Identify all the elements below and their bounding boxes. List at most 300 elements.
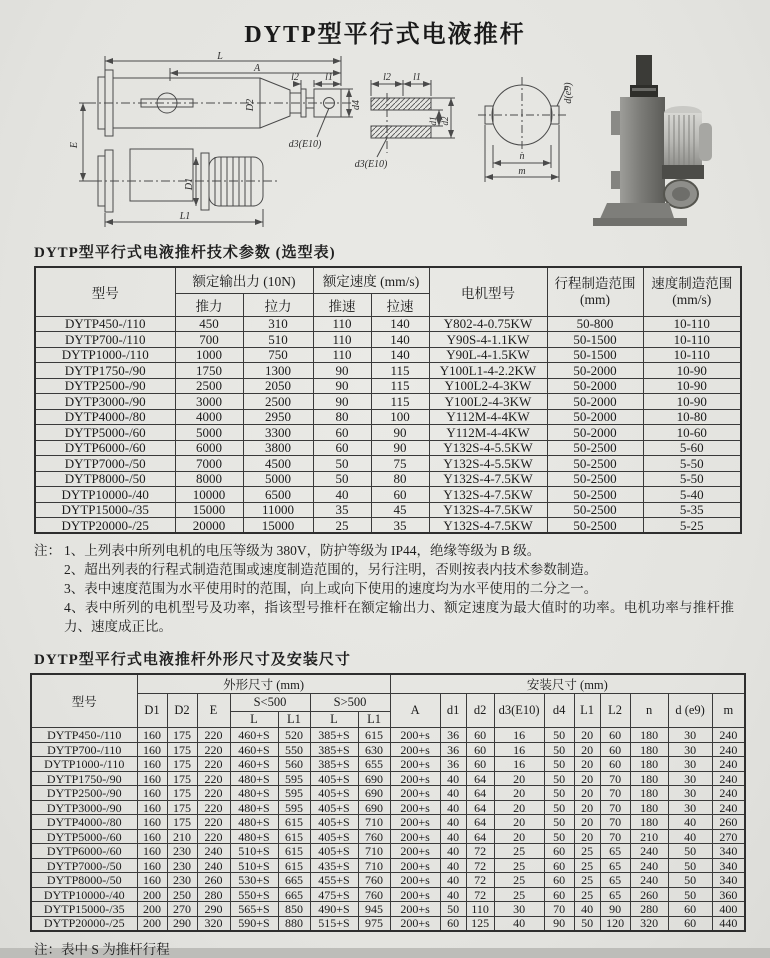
table-row: [35, 471, 741, 487]
value-cell: 220: [197, 742, 230, 757]
value-cell: 320: [197, 916, 230, 931]
value-cell: 290: [167, 916, 197, 931]
table-row: [31, 844, 745, 859]
value-cell: 72: [466, 858, 494, 873]
model-cell: DYTP5000-/60: [31, 829, 137, 844]
value-cell: 200+s: [390, 757, 440, 772]
value-cell: 220: [197, 728, 230, 743]
value-cell: 710: [358, 844, 390, 859]
value-cell: 665: [278, 873, 310, 888]
spec-table-header: [35, 267, 741, 316]
table2-heading: DYTP型平行式电液推杆外形尺寸及安装尺寸: [34, 652, 351, 669]
value-cell: 40: [313, 487, 371, 503]
model-cell: DYTP450-/110: [31, 728, 137, 743]
col-d1: d1: [440, 694, 466, 728]
value-cell: 50: [668, 858, 712, 873]
value-cell: 65: [600, 887, 630, 902]
value-cell: 160: [137, 844, 167, 859]
value-cell: 50: [544, 728, 574, 743]
table-row: [31, 916, 745, 931]
value-cell: 760: [358, 873, 390, 888]
value-cell: 90: [544, 916, 574, 931]
value-cell: 110: [313, 316, 371, 332]
value-cell: 50-1500: [547, 332, 643, 348]
value-cell: 40: [494, 916, 544, 931]
value-cell: 30: [668, 757, 712, 772]
value-cell: 36: [440, 757, 466, 772]
table-row: [35, 425, 741, 441]
model-cell: DYTP4000-/80: [31, 815, 137, 830]
value-cell: 20: [574, 771, 600, 786]
value-cell: 200: [137, 887, 167, 902]
value-cell: Y100L2-4-3KW: [429, 394, 547, 410]
value-cell: 210: [630, 829, 668, 844]
value-cell: 125: [466, 916, 494, 931]
model-cell: DYTP10000-/40: [35, 487, 175, 503]
model-cell: DYTP8000-/50: [35, 471, 175, 487]
model-cell: DYTP15000-/35: [31, 902, 137, 917]
col-outline-group: 外形尺寸 (mm): [137, 674, 390, 694]
value-cell: 240: [630, 844, 668, 859]
model-cell: DYTP7000-/50: [35, 456, 175, 472]
value-cell: 200+s: [390, 800, 440, 815]
note-item: 2、超出列表的行程式制造范围或速度制造范围的，另行注明，否则按表内技术参数制造。: [64, 561, 598, 577]
value-cell: 40: [440, 786, 466, 801]
value-cell: 230: [167, 873, 197, 888]
value-cell: 175: [167, 786, 197, 801]
value-cell: 50: [544, 742, 574, 757]
value-cell: 90: [600, 902, 630, 917]
value-cell: 20: [494, 771, 544, 786]
value-cell: 975: [358, 916, 390, 931]
value-cell: 5-60: [643, 440, 741, 456]
value-cell: 50-800: [547, 316, 643, 332]
value-cell: 240: [712, 757, 745, 772]
col-n: n: [630, 694, 668, 728]
value-cell: 435+S: [310, 858, 358, 873]
value-cell: 25: [494, 887, 544, 902]
value-cell: 200+s: [390, 902, 440, 917]
value-cell: 240: [712, 786, 745, 801]
value-cell: 50: [668, 844, 712, 859]
value-cell: 385+S: [310, 728, 358, 743]
table-row: [35, 409, 741, 425]
value-cell: 160: [137, 786, 167, 801]
value-cell: 72: [466, 873, 494, 888]
value-cell: 6000: [175, 440, 243, 456]
value-cell: 760: [358, 829, 390, 844]
value-cell: 72: [466, 844, 494, 859]
value-cell: 690: [358, 800, 390, 815]
model-cell: DYTP8000-/50: [31, 873, 137, 888]
value-cell: 60: [440, 916, 466, 931]
value-cell: 30: [668, 742, 712, 757]
dim-label-D2: D2: [245, 98, 256, 112]
value-cell: 4500: [243, 456, 313, 472]
value-cell: 180: [630, 757, 668, 772]
technical-drawing: [35, 53, 735, 233]
value-cell: 160: [137, 800, 167, 815]
value-cell: 50-2000: [547, 378, 643, 394]
value-cell: 160: [137, 771, 167, 786]
value-cell: 250: [167, 887, 197, 902]
value-cell: 25: [494, 873, 544, 888]
value-cell: 385+S: [310, 742, 358, 757]
table-row: [35, 456, 741, 472]
value-cell: 15000: [243, 518, 313, 534]
value-cell: 25: [574, 873, 600, 888]
value-cell: 160: [137, 858, 167, 873]
value-cell: 400: [712, 902, 745, 917]
value-cell: 480+S: [230, 815, 278, 830]
value-cell: 40: [440, 829, 466, 844]
value-cell: 30: [668, 800, 712, 815]
value-cell: 36: [440, 728, 466, 743]
dim-label-d3: d3(E10): [288, 139, 322, 150]
table-row: [31, 858, 745, 873]
table-row: [31, 786, 745, 801]
value-cell: Y132S-4-7.5KW: [429, 471, 547, 487]
value-cell: 115: [371, 394, 429, 410]
value-cell: 760: [358, 887, 390, 902]
model-cell: DYTP1750-/90: [35, 363, 175, 379]
value-cell: 25: [494, 858, 544, 873]
value-cell: 110: [313, 332, 371, 348]
col-L1-gt: L1: [358, 712, 390, 728]
value-cell: 90: [313, 378, 371, 394]
value-cell: 320: [630, 916, 668, 931]
value-cell: 220: [197, 815, 230, 830]
value-cell: Y132S-4-7.5KW: [429, 518, 547, 534]
spec-table-body: [35, 316, 741, 533]
value-cell: 655: [358, 757, 390, 772]
value-cell: 340: [712, 844, 745, 859]
value-cell: 270: [167, 902, 197, 917]
value-cell: 550+S: [230, 887, 278, 902]
value-cell: 180: [630, 771, 668, 786]
value-cell: 530+S: [230, 873, 278, 888]
value-cell: 100: [371, 409, 429, 425]
value-cell: 60: [668, 902, 712, 917]
value-cell: 20: [574, 800, 600, 815]
value-cell: 2500: [243, 394, 313, 410]
dim-label-de9: d(e9): [563, 82, 574, 104]
value-cell: 16: [494, 728, 544, 743]
model-cell: DYTP450-/110: [35, 316, 175, 332]
value-cell: 615: [278, 858, 310, 873]
value-cell: 700: [175, 332, 243, 348]
value-cell: 200+s: [390, 916, 440, 931]
value-cell: 45: [371, 502, 429, 518]
value-cell: 50-2500: [547, 502, 643, 518]
value-cell: 70: [600, 800, 630, 815]
value-cell: 10-60: [643, 425, 741, 441]
value-cell: 75: [371, 456, 429, 472]
value-cell: 2500: [175, 378, 243, 394]
dim-label-D1: D1: [184, 177, 195, 191]
value-cell: 385+S: [310, 757, 358, 772]
model-cell: DYTP1750-/90: [31, 771, 137, 786]
dim-label-d2: d2: [440, 116, 450, 126]
value-cell: 120: [600, 916, 630, 931]
value-cell: 180: [630, 815, 668, 830]
value-cell: 25: [574, 844, 600, 859]
value-cell: 440: [712, 916, 745, 931]
note-item: 1、上列表中所列电机的电压等级为 380V，防护等级为 IP44，绝缘等级为 B 级。: [64, 543, 541, 558]
value-cell: 7000: [175, 456, 243, 472]
value-cell: 5-50: [643, 471, 741, 487]
col-pull-speed: 拉速: [371, 293, 429, 316]
value-cell: 550: [278, 742, 310, 757]
note-item: 3、表中速度范围为水平使用时的范围，向上或向下使用的速度均为水平使用的二分之一。: [64, 580, 598, 596]
table-row: [31, 757, 745, 772]
col-rated-speed: 额定速度 (mm/s): [313, 267, 429, 293]
value-cell: 270: [712, 829, 745, 844]
footnote: 注：表中 S 为推杆行程: [34, 941, 170, 957]
value-cell: 945: [358, 902, 390, 917]
dim-label-L: L: [217, 51, 223, 62]
model-cell: DYTP7000-/50: [31, 858, 137, 873]
col-L-lt: L: [230, 712, 278, 728]
value-cell: 1000: [175, 347, 243, 363]
value-cell: 595: [278, 771, 310, 786]
value-cell: 11000: [243, 502, 313, 518]
table-row: [35, 347, 741, 363]
model-cell: DYTP3000-/90: [35, 394, 175, 410]
value-cell: 160: [137, 742, 167, 757]
value-cell: 180: [630, 742, 668, 757]
value-cell: 240: [197, 858, 230, 873]
value-cell: 80: [313, 409, 371, 425]
value-cell: 15000: [175, 502, 243, 518]
col-D1: D1: [137, 694, 167, 728]
table-row: [35, 440, 741, 456]
table-row: [35, 316, 741, 332]
value-cell: 60: [600, 742, 630, 757]
col-d-e9: d (e9): [668, 694, 712, 728]
value-cell: 220: [197, 757, 230, 772]
clevis-section-labels: [355, 72, 450, 170]
value-cell: 20: [494, 829, 544, 844]
value-cell: 490+S: [310, 902, 358, 917]
value-cell: 50: [544, 771, 574, 786]
col-L-gt: L: [310, 712, 358, 728]
table-row: [31, 800, 745, 815]
dim-label-d4: d4: [351, 100, 362, 110]
value-cell: 40: [574, 902, 600, 917]
value-cell: 220: [197, 786, 230, 801]
value-cell: 8000: [175, 471, 243, 487]
value-cell: 260: [197, 873, 230, 888]
value-cell: Y90L-4-1.5KW: [429, 347, 547, 363]
value-cell: 160: [137, 728, 167, 743]
value-cell: Y132S-4-7.5KW: [429, 502, 547, 518]
value-cell: 160: [137, 829, 167, 844]
value-cell: 50: [544, 815, 574, 830]
value-cell: 460+S: [230, 728, 278, 743]
value-cell: 70: [600, 771, 630, 786]
spec-table: [34, 266, 742, 534]
value-cell: 10-110: [643, 347, 741, 363]
value-cell: 160: [137, 757, 167, 772]
table-row: [31, 728, 745, 743]
value-cell: 175: [167, 742, 197, 757]
value-cell: 405+S: [310, 815, 358, 830]
diagram: [35, 53, 735, 233]
value-cell: 40: [440, 800, 466, 815]
col-L1-install: L1: [574, 694, 600, 728]
value-cell: Y100L2-4-3KW: [429, 378, 547, 394]
value-cell: 20000: [175, 518, 243, 534]
model-cell: DYTP10000-/40: [31, 887, 137, 902]
value-cell: 665: [278, 887, 310, 902]
col-d3: d3(E10): [494, 694, 544, 728]
value-cell: 475+S: [310, 887, 358, 902]
value-cell: 30: [494, 902, 544, 917]
value-cell: 10-90: [643, 394, 741, 410]
value-cell: 70: [544, 902, 574, 917]
value-cell: 10-90: [643, 378, 741, 394]
value-cell: 240: [630, 873, 668, 888]
value-cell: 10-110: [643, 332, 741, 348]
table1-heading: DYTP型平行式电液推杆技术参数 (选型表): [34, 245, 336, 261]
value-cell: 240: [630, 858, 668, 873]
value-cell: 60: [544, 873, 574, 888]
value-cell: 110: [313, 347, 371, 363]
value-cell: 710: [358, 815, 390, 830]
table-row: [31, 829, 745, 844]
value-cell: 240: [712, 742, 745, 757]
value-cell: 5-35: [643, 502, 741, 518]
col-push-force: 推力: [175, 293, 243, 316]
value-cell: 50-2000: [547, 409, 643, 425]
dimension-table-header: [31, 674, 745, 728]
col-d4: d4: [544, 694, 574, 728]
value-cell: 25: [574, 858, 600, 873]
value-cell: 50-2500: [547, 487, 643, 503]
value-cell: 240: [197, 844, 230, 859]
value-cell: 3300: [243, 425, 313, 441]
value-cell: 160: [137, 815, 167, 830]
value-cell: 200+s: [390, 844, 440, 859]
value-cell: 560: [278, 757, 310, 772]
value-cell: 35: [371, 518, 429, 534]
value-cell: Y100L1-4-2.2KW: [429, 363, 547, 379]
value-cell: 64: [466, 815, 494, 830]
col-s-lt-500: S<500: [230, 694, 310, 712]
model-cell: DYTP15000-/35: [35, 502, 175, 518]
value-cell: 50-2500: [547, 471, 643, 487]
col-pull-force: 拉力: [243, 293, 313, 316]
col-install-group: 安装尺寸 (mm): [390, 674, 745, 694]
value-cell: 140: [371, 332, 429, 348]
value-cell: 480+S: [230, 829, 278, 844]
value-cell: 60: [668, 916, 712, 931]
col-E: E: [197, 694, 230, 728]
value-cell: 115: [371, 378, 429, 394]
note-item: 4、表中所列的电机型号及功率，指该型号推杆在额定输出力、额定速度为最大值时的功率。电机功率与推杆推力、速度成正比。: [64, 599, 734, 634]
value-cell: 510: [243, 332, 313, 348]
value-cell: 64: [466, 800, 494, 815]
value-cell: 280: [630, 902, 668, 917]
model-cell: DYTP700-/110: [31, 742, 137, 757]
value-cell: Y112M-4-4KW: [429, 425, 547, 441]
dim-label-n: n: [519, 151, 525, 162]
notes-prefix: 注：: [34, 543, 61, 558]
col-stroke-range: 行程制造范围 (mm): [547, 267, 643, 316]
col-s-gt-500: S>500: [310, 694, 390, 712]
value-cell: 210: [167, 829, 197, 844]
value-cell: 60: [371, 487, 429, 503]
col-model: 型号: [31, 674, 137, 728]
value-cell: Y132S-4-7.5KW: [429, 487, 547, 503]
value-cell: 175: [167, 728, 197, 743]
value-cell: 480+S: [230, 800, 278, 815]
value-cell: 65: [600, 844, 630, 859]
table-row: [35, 518, 741, 534]
value-cell: 60: [600, 728, 630, 743]
value-cell: 30: [668, 728, 712, 743]
value-cell: 2050: [243, 378, 313, 394]
col-d2: d2: [466, 694, 494, 728]
model-cell: DYTP2500-/90: [31, 786, 137, 801]
value-cell: 110: [466, 902, 494, 917]
table-row: [35, 332, 741, 348]
value-cell: 450: [175, 316, 243, 332]
value-cell: 60: [600, 757, 630, 772]
dim-label-l1: l1: [325, 72, 333, 83]
table-row: [35, 487, 741, 503]
value-cell: 20: [494, 800, 544, 815]
value-cell: 90: [371, 440, 429, 456]
value-cell: 590+S: [230, 916, 278, 931]
value-cell: 200+s: [390, 887, 440, 902]
value-cell: 200+s: [390, 858, 440, 873]
value-cell: 175: [167, 757, 197, 772]
value-cell: 240: [712, 771, 745, 786]
value-cell: 50: [544, 800, 574, 815]
col-L2: L2: [600, 694, 630, 728]
value-cell: 140: [371, 347, 429, 363]
value-cell: 200+s: [390, 742, 440, 757]
value-cell: 615: [278, 844, 310, 859]
table-row: [31, 742, 745, 757]
value-cell: 60: [466, 742, 494, 757]
model-cell: DYTP3000-/90: [31, 800, 137, 815]
value-cell: 405+S: [310, 771, 358, 786]
value-cell: 4000: [175, 409, 243, 425]
value-cell: 40: [440, 844, 466, 859]
model-cell: DYTP20000-/25: [35, 518, 175, 534]
value-cell: 72: [466, 887, 494, 902]
value-cell: 710: [358, 858, 390, 873]
value-cell: 20: [574, 757, 600, 772]
model-cell: DYTP700-/110: [35, 332, 175, 348]
value-cell: 10-90: [643, 363, 741, 379]
value-cell: 5000: [243, 471, 313, 487]
value-cell: 595: [278, 800, 310, 815]
dim-label-d3-section: d3(E10): [354, 159, 388, 170]
col-push-speed: 推速: [313, 293, 371, 316]
value-cell: 20: [574, 728, 600, 743]
value-cell: 240: [712, 728, 745, 743]
value-cell: 615: [358, 728, 390, 743]
value-cell: 50-2500: [547, 518, 643, 534]
value-cell: 90: [371, 425, 429, 441]
value-cell: 220: [197, 771, 230, 786]
value-cell: 64: [466, 829, 494, 844]
value-cell: 50-2500: [547, 456, 643, 472]
